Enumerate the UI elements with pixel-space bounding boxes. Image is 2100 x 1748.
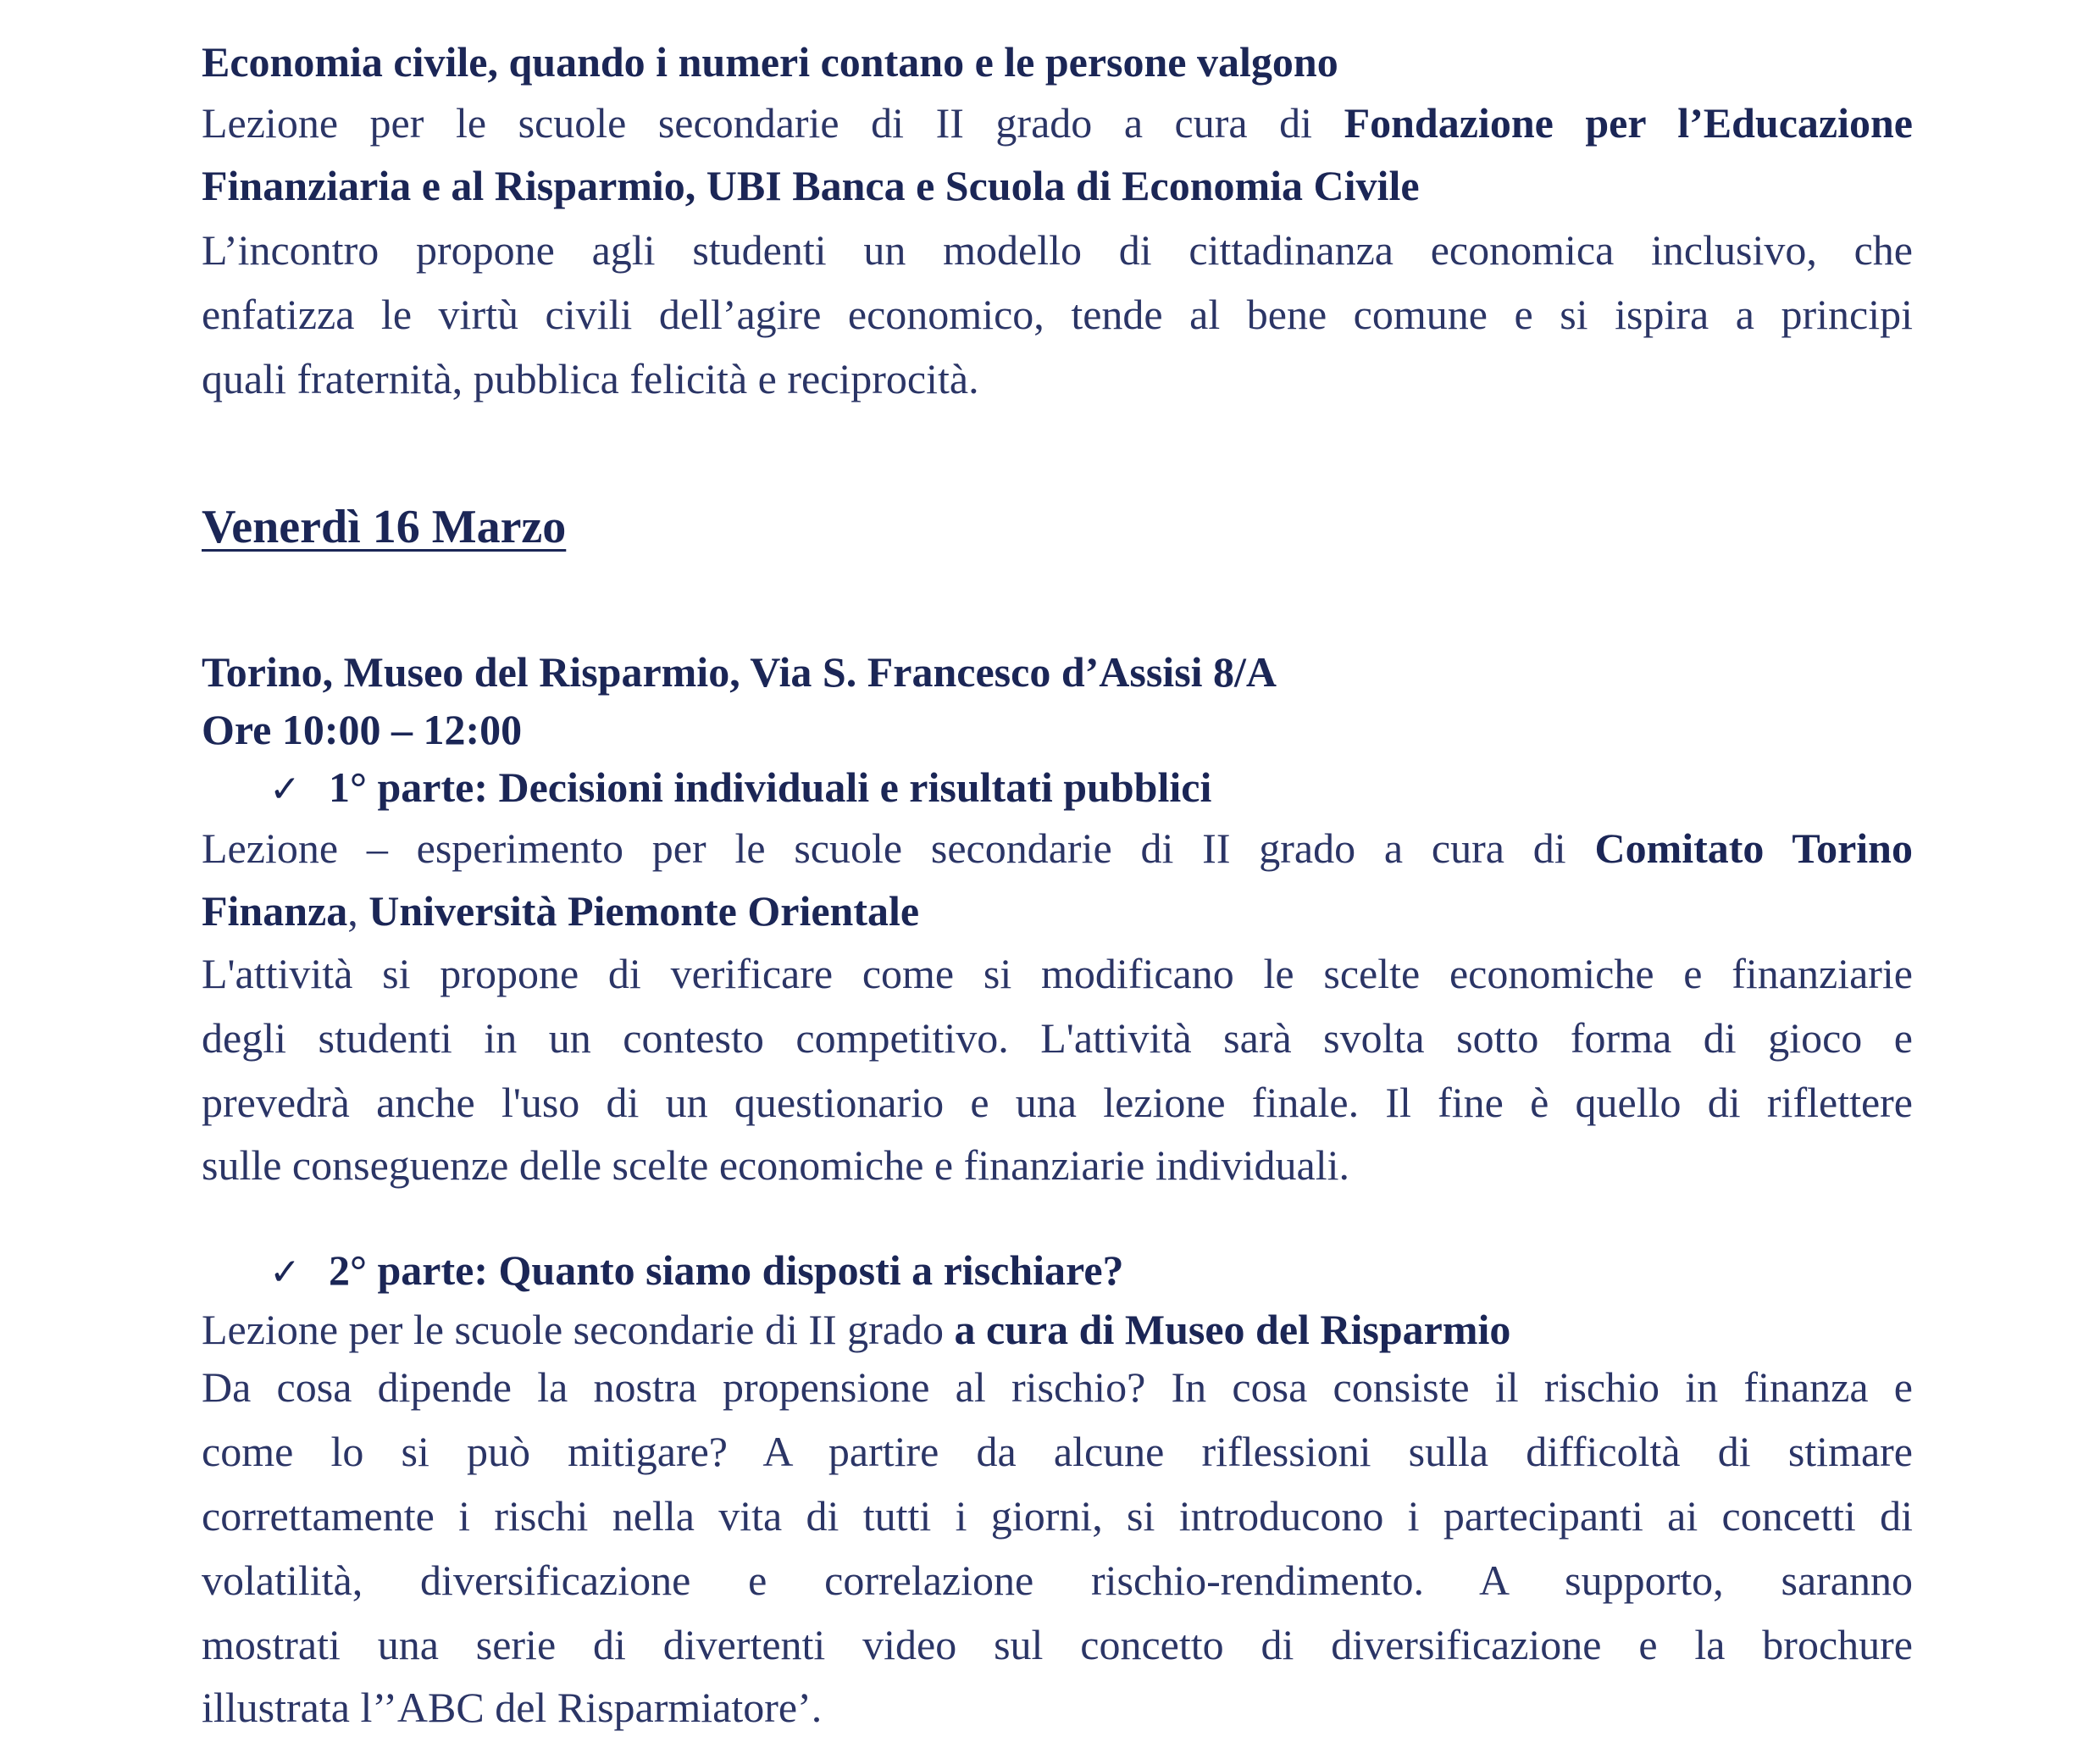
- intro-text: Lezione per le scuole secondarie di II grado a cura di: [202, 99, 1313, 147]
- part-2-intro: [202, 1308, 1510, 1351]
- organizer-name: a cura di Museo del Risparmio: [954, 1306, 1511, 1353]
- intro-text: Lezione – esperimento per le scuole secondarie di II grado a cura di: [202, 824, 1566, 872]
- description-line: L’incontro propone agli studenti un modello di cittadinanza economica inclusivo, che: [202, 226, 1913, 274]
- description-line: illustrata l’’ABC del Risparmiatore’.: [202, 1684, 823, 1731]
- description-line: come lo si può mitigare? A partire da alcune riflessioni sulla difficoltà di stimare: [202, 1428, 1913, 1475]
- description-line: L'attività si propone di verificare come si modificano le scelte economiche e finanziarie: [202, 950, 1913, 997]
- part-2-title: [269, 1246, 1124, 1294]
- description-line: volatilità, diversificazione e correlazione rischio-rendimento. A supporto, saranno: [202, 1557, 1913, 1604]
- description-line: prevedrà anche l'uso di un questionario e una lezione finale. Il fine è quello di riflettere: [202, 1079, 1913, 1126]
- separator: ,: [347, 887, 358, 935]
- part-2-title-text: 2° parte: Quanto siamo disposti a rischiare?: [329, 1246, 1124, 1294]
- date-heading: Venerdì 16 Marzo: [202, 501, 567, 553]
- event-location: Torino, Museo del Risparmio, Via S. Francesco d’Assisi 8/A: [202, 648, 1277, 696]
- organizer-name: Università Piemonte Orientale: [368, 887, 920, 935]
- organizer-name: Fondazione per l’Educazione: [1344, 99, 1913, 147]
- organizer-name: Comitato Torino: [1594, 824, 1913, 872]
- description-line: quali fraternità, pubblica felicità e reciprocità.: [202, 355, 979, 402]
- part-1-title-text: 1° parte: Decisioni individuali e risultati pubblici: [329, 763, 1212, 811]
- description-line: mostrati una serie di divertenti video sul concetto di diversificazione e la brochure: [202, 1621, 1913, 1668]
- part-1-intro-line-1: [202, 824, 1913, 872]
- event-time: Ore 10:00 – 12:00: [202, 706, 523, 753]
- part-1-title: [269, 763, 1212, 811]
- description-line: Da cosa dipende la nostra propensione al rischio? In cosa consiste il rischio in finanza e: [202, 1363, 1913, 1411]
- description-line: enfatizza le virtù civili dell’agire economico, tende al bene comune e si ispira a principi: [202, 291, 1913, 338]
- part-1-intro-line-2: [202, 887, 920, 935]
- description-line: correttamente i rischi nella vita di tutti i giorni, si introducono i partecipanti ai concetti di: [202, 1492, 1913, 1540]
- checkmark-icon: ✓: [269, 768, 301, 811]
- checkmark-icon: ✓: [269, 1251, 301, 1294]
- intro-text: Lezione per le scuole secondarie di II grado: [202, 1306, 944, 1353]
- section-title: Economia civile, quando i numeri contano e le persone valgono: [202, 38, 1338, 86]
- organizer-name: Finanza: [202, 887, 348, 935]
- description-line: degli studenti in un contesto competitivo. L'attività sarà svolta sotto forma di gioco e: [202, 1014, 1913, 1062]
- description-line: sulle conseguenze delle scelte economiche e finanziarie individuali.: [202, 1141, 1349, 1189]
- section-intro-line-1: [202, 99, 1913, 147]
- organizer-name-continued: Finanziaria e al Risparmio, UBI Banca e Scuola di Economia Civile: [202, 162, 1420, 209]
